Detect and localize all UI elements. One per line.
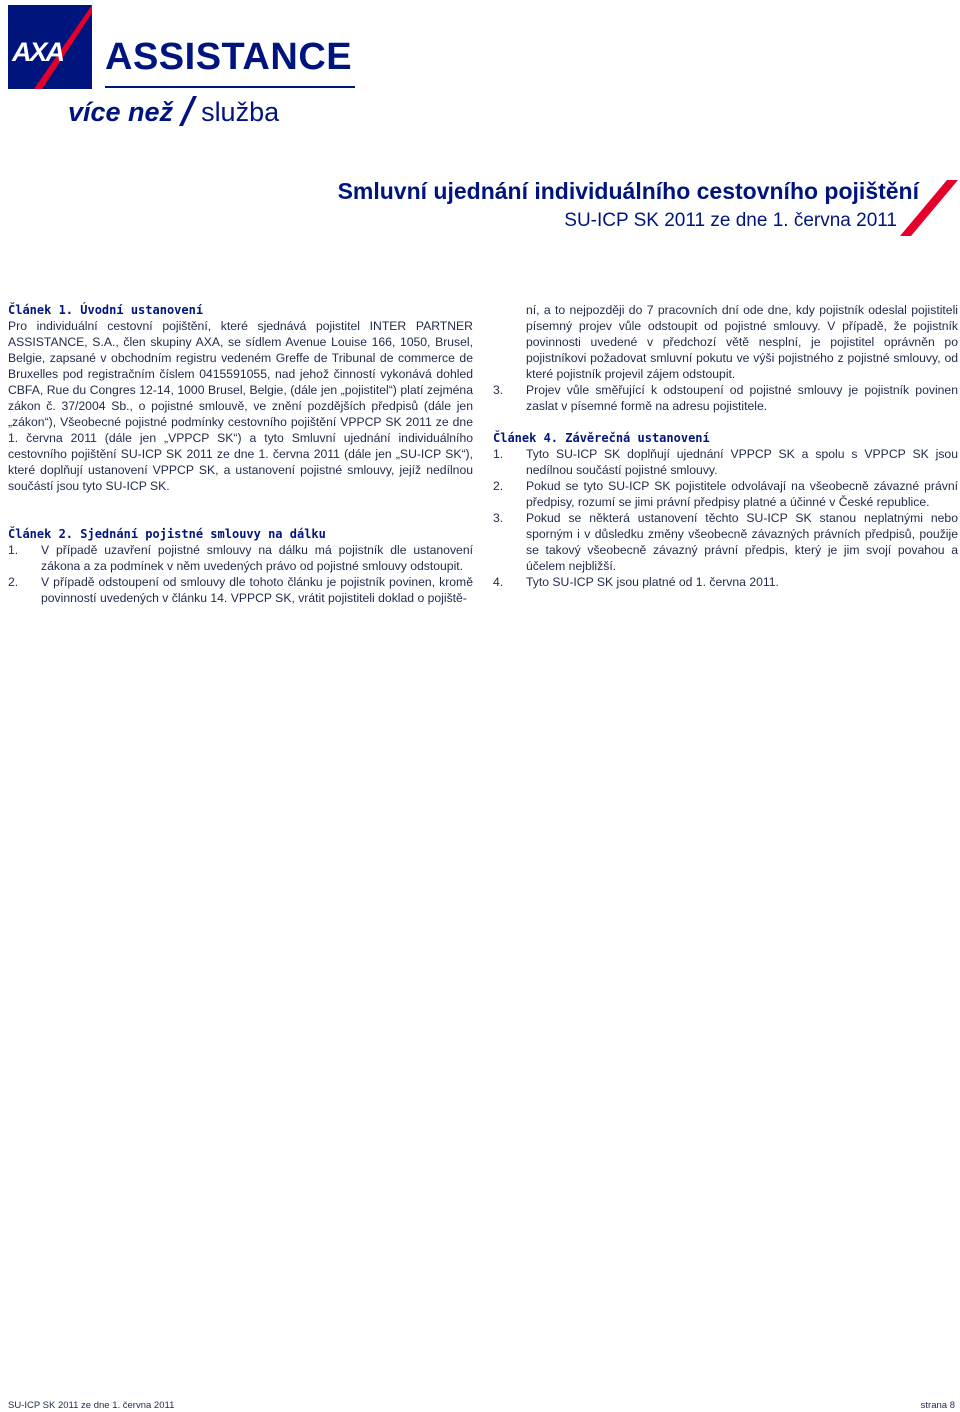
item-number: 2.	[493, 479, 504, 493]
tagline	[68, 96, 279, 128]
article-4-item	[493, 478, 958, 510]
axa-logo	[8, 5, 92, 89]
left-column	[8, 302, 473, 606]
item-number: 2.	[8, 575, 19, 589]
article-4-heading: Článek 4. Závěrečná ustanovení	[493, 431, 710, 445]
tagline-part-2: služba	[201, 97, 280, 127]
article-2-item	[8, 542, 473, 574]
article-2-heading: Článek 2. Sjednání pojistné smlouvy na dálku	[8, 527, 326, 541]
item-number: 3.	[493, 383, 504, 397]
item-number: 4.	[493, 575, 504, 589]
item-text: Projev vůle směřující k odstoupení od pojistné smlouvy je pojistník povinen zaslat v písemné formě na adresu pojistitele.	[526, 383, 958, 413]
page-number: strana 8	[920, 1400, 955, 1411]
item-number: 1.	[8, 543, 19, 557]
item-text: V případě uzavření pojistné smlouvy na dálku má pojistník dle ustanovení zákona a za podmínek v něm uvedených právo od pojistné smlouvy odstoupit.	[41, 543, 473, 573]
item-number: 3.	[493, 511, 504, 525]
article-4-item	[493, 574, 958, 590]
article-2-item	[493, 382, 958, 414]
logo-divider	[105, 86, 355, 88]
article-1-heading: Článek 1. Úvodní ustanovení	[8, 303, 204, 317]
item-text: Pokud se některá ustanovení těchto SU-ICP SK stanou neplatnými nebo sporným i v důsledku změny všeobecně závazných právních předpisů, použije se takový všeobecně závazný právní předpis, který je jim svojí povahou a účelem nejbližší.	[526, 511, 958, 573]
item-text: V případě odstoupení od smlouvy dle tohoto článku je pojistník povinen, kromě povinností uvedených v článku 14. VPPCP SK, vrátit pojistiteli doklad o pojiště-	[41, 575, 473, 605]
tagline-part-1: více než	[68, 97, 174, 127]
document-subtitle: SU-ICP SK 2011 ze dne 1. června 2011	[564, 210, 897, 231]
right-column	[493, 302, 958, 590]
article-2-item	[8, 574, 473, 606]
tagline-slash-icon	[179, 96, 197, 126]
logo-axa-text: AXA	[12, 37, 64, 67]
document-title: Smluvní ujednání individuálního cestovního pojištění	[337, 178, 919, 204]
article-1-text: Pro individuální cestovní pojištění, které sjednává pojistitel INTER PARTNER ASSISTANCE, S.A., člen skupiny AXA, se sídlem Avenue Louise 166, 1050, Brusel, Belgie, zapsané v obchodním registru vedeném Greffe de Tribunal de commerce de Bruxelles pod registračním číslem 0415591055, nad jehož činností vykonává dohled CBFA, Rue du Congres 12-14, 1000 Brusel, Belgie, (dále jen „pojistitel“) platí zejména zákon č. 37/2004 Sb., o pojistné smlouvě, ve znění pozdějších předpisů (dále jen „zákon“), Všeobecné pojistné podmínky cestovního pojištění VPPCP SK 2011 ze dne 1. června 2011 (dále jen „VPPCP SK“) a tyto Smluvní ujednání individuálního cestovního pojištění SU-ICP SK 2011 ze dne 1. června 2011 (dále jen „SU-ICP SK“), které doplňují ustanovení VPPCP SK, a ustanovení pojistné smlouvy, jejíž nedílnou součástí jsou tyto SU-ICP SK.	[8, 319, 473, 493]
item-number: 1.	[493, 447, 504, 461]
footer-document-id: SU-ICP SK 2011 ze dne 1. června 2011	[8, 1400, 175, 1411]
red-slash-icon	[900, 180, 958, 236]
item-text: Tyto SU-ICP SK jsou platné od 1. června 2011.	[526, 575, 779, 589]
item-text: Pokud se tyto SU-ICP SK pojistitele odvolávají na všeobecně závazné právní předpisy, rozumí se jimi právní předpisy platné a účinné v České republice.	[526, 479, 958, 509]
article-4-item	[493, 446, 958, 478]
item-text: Tyto SU-ICP SK doplňují ujednání VPPCP SK a spolu s VPPCP SK jsou nedílnou součástí pojistné smlouvy.	[526, 447, 958, 477]
article-2-item-2-continuation: ní, a to nejpozději do 7 pracovních dní ode dne, kdy pojistník odeslal pojistiteli písemný projev vůle odstoupit od pojistné smlouvy. V případě, že pojistník povinnosti uvedené v předchozí větě nesplní, je pojistitel oprávněn po pojistníkovi požadovat smluvní pokutu ve výši pojistného z pojistné smlouvy, od které pojistník projevil zájem odstoupit.	[526, 303, 958, 381]
article-4-item	[493, 510, 958, 574]
logo-wordmark: ASSISTANCE	[105, 36, 353, 78]
